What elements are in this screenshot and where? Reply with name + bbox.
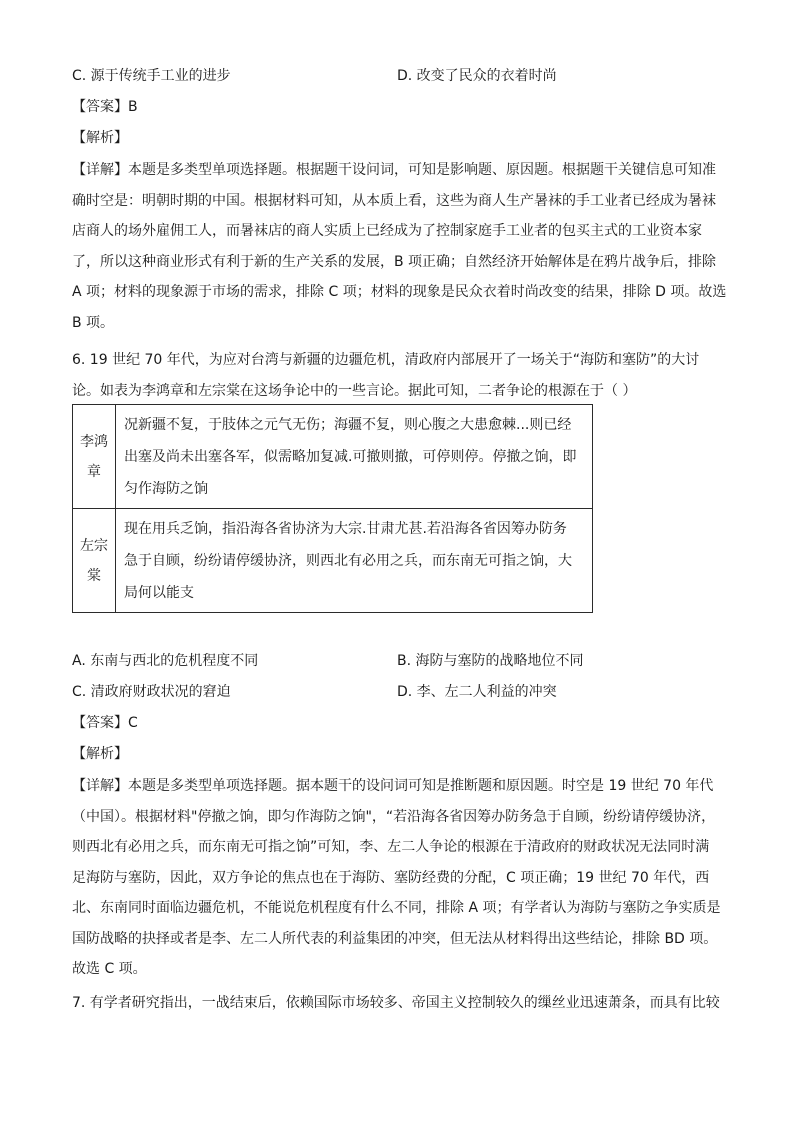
q6-detail-line: 则西北有必用之兵，而东南无可指之饷”可知，李、左二人争论的根源在于清政府的财政状况无法同时满 bbox=[72, 839, 710, 855]
speaker-name bbox=[73, 509, 116, 613]
q5-detail-line: 【详解】本题是多类型单项选择题。根据题干设问词，可知是影响题、原因题。根据题干关键信息可知准 bbox=[72, 162, 716, 178]
speaker-name bbox=[73, 405, 116, 509]
speaker-name-part: 李鸿 bbox=[80, 433, 108, 450]
speaker-name-part: 章 bbox=[87, 463, 101, 480]
q5-answer: 【答案】B bbox=[72, 99, 138, 115]
q6-detail-line: 足海防与塞防，因此，双方争论的焦点也在于海防、塞防经费的分配，C 项正确；19 世纪 70 年代，西 bbox=[72, 869, 710, 886]
q6-option-d: D. 李、左二人利益的冲突 bbox=[397, 684, 557, 700]
q5-analysis-label: 【解析】 bbox=[72, 130, 128, 146]
q5-detail-line: 店商人的场外雇佣工人，而暑袜店的商人实质上已经成为了控制家庭手工业者的包买主式的工业资本家 bbox=[72, 223, 702, 239]
q5-detail bbox=[72, 155, 727, 338]
q5-detail-line: 了，所以这种商业形式有利于新的生产关系的发展，B 项正确；自然经济开始解体是在鸦片战争后，排除 bbox=[72, 253, 717, 270]
q6-detail-line: 北、东南同时面临边疆危机，不能说危机程度有什么不同，排除 A 项；有学者认为海防与塞防之争实质是 bbox=[72, 900, 721, 916]
q6-detail-line: 国防战略的抉择或者是李、左二人所代表的利益集团的冲突，但无法从材料得出这些结论，排除 BD 项。 bbox=[72, 930, 718, 947]
q5-detail-line: 确时空是：明朝时期的中国。根据材料可知，从本质上看，这些为商人生产暑袜的手工业者已经成为暑袜 bbox=[72, 192, 716, 209]
q6-detail bbox=[72, 771, 724, 985]
q6-stem-line: 6. 19 世纪 70 年代，为应对台湾与新疆的边疆危机，清政府内部展开了一场关于“海防和塞防”的大讨 bbox=[72, 352, 700, 368]
q6-analysis-label: 【解析】 bbox=[72, 746, 128, 762]
q5-option-c: C. 源于传统手工业的进步 bbox=[72, 68, 231, 84]
quote-line: 局何以能支 bbox=[124, 584, 194, 601]
quote-line: 况新疆不复，于肢体之元气无伤；海疆不复，则心腹之大患愈棘...则已经 bbox=[124, 416, 572, 433]
quote-line: 出塞及尚未出塞各军，似需略加复减.可撤则撤，可停则停。停撤之饷，即 bbox=[124, 448, 577, 465]
quote-text bbox=[116, 405, 593, 509]
q7-stem: 7. 有学者研究指出，一战结束后，依赖国际市场较多、帝国主义控制较久的缫丝业迅速萧条，而具有比较 bbox=[72, 995, 720, 1011]
quote-line: 急于自顾，纷纷请停缓协济，则西北有必用之兵，而东南无可指之饷，大 bbox=[124, 552, 572, 569]
quote-line: 现在用兵乏饷，指沿海各省协济为大宗.甘肃尤甚.若沿海各省因筹办防务 bbox=[124, 520, 567, 537]
q6-option-a: A. 东南与西北的危机程度不同 bbox=[72, 653, 259, 669]
table-row bbox=[73, 509, 593, 613]
quote-line: 匀作海防之饷 bbox=[124, 480, 208, 497]
q6-detail-line: 故选 C 项。 bbox=[72, 961, 147, 977]
q5-detail-line: B 项。 bbox=[72, 314, 115, 331]
q6-option-c: C. 清政府财政状况的窘迫 bbox=[72, 684, 231, 700]
q6-stem-line: 论。如表为李鸿章和左宗棠在这场争论中的一些言论。据此可知，二者争论的根源在于（ ） bbox=[72, 382, 637, 399]
q6-answer: 【答案】C bbox=[72, 715, 138, 731]
q6-detail-line: （中国）。根据材料"停撤之饷，即匀作海防之饷"，“若沿海各省因筹办防务急于自顾，纷纷请停缓协济， bbox=[72, 808, 716, 825]
speaker-name-part: 棠 bbox=[87, 567, 101, 584]
q5-option-d: D. 改变了民众的衣着时尚 bbox=[397, 68, 557, 84]
quotes-table bbox=[72, 404, 593, 613]
quote-text bbox=[116, 509, 593, 613]
q6-option-b: B. 海防与塞防的战略地位不同 bbox=[397, 653, 584, 669]
table-row bbox=[73, 405, 593, 509]
q6-stem bbox=[72, 345, 724, 406]
speaker-name-part: 左宗 bbox=[80, 537, 108, 554]
q6-detail-line: 【详解】本题是多类型单项选择题。据本题干的设问词可知是推断题和原因题。时空是 19 世纪 70 年代 bbox=[72, 778, 714, 794]
q5-detail-line: A 项；材料的现象源于市场的需求，排除 C 项；材料的现象是民众衣着时尚改变的结果，排除 D 项。故选 bbox=[72, 284, 727, 300]
